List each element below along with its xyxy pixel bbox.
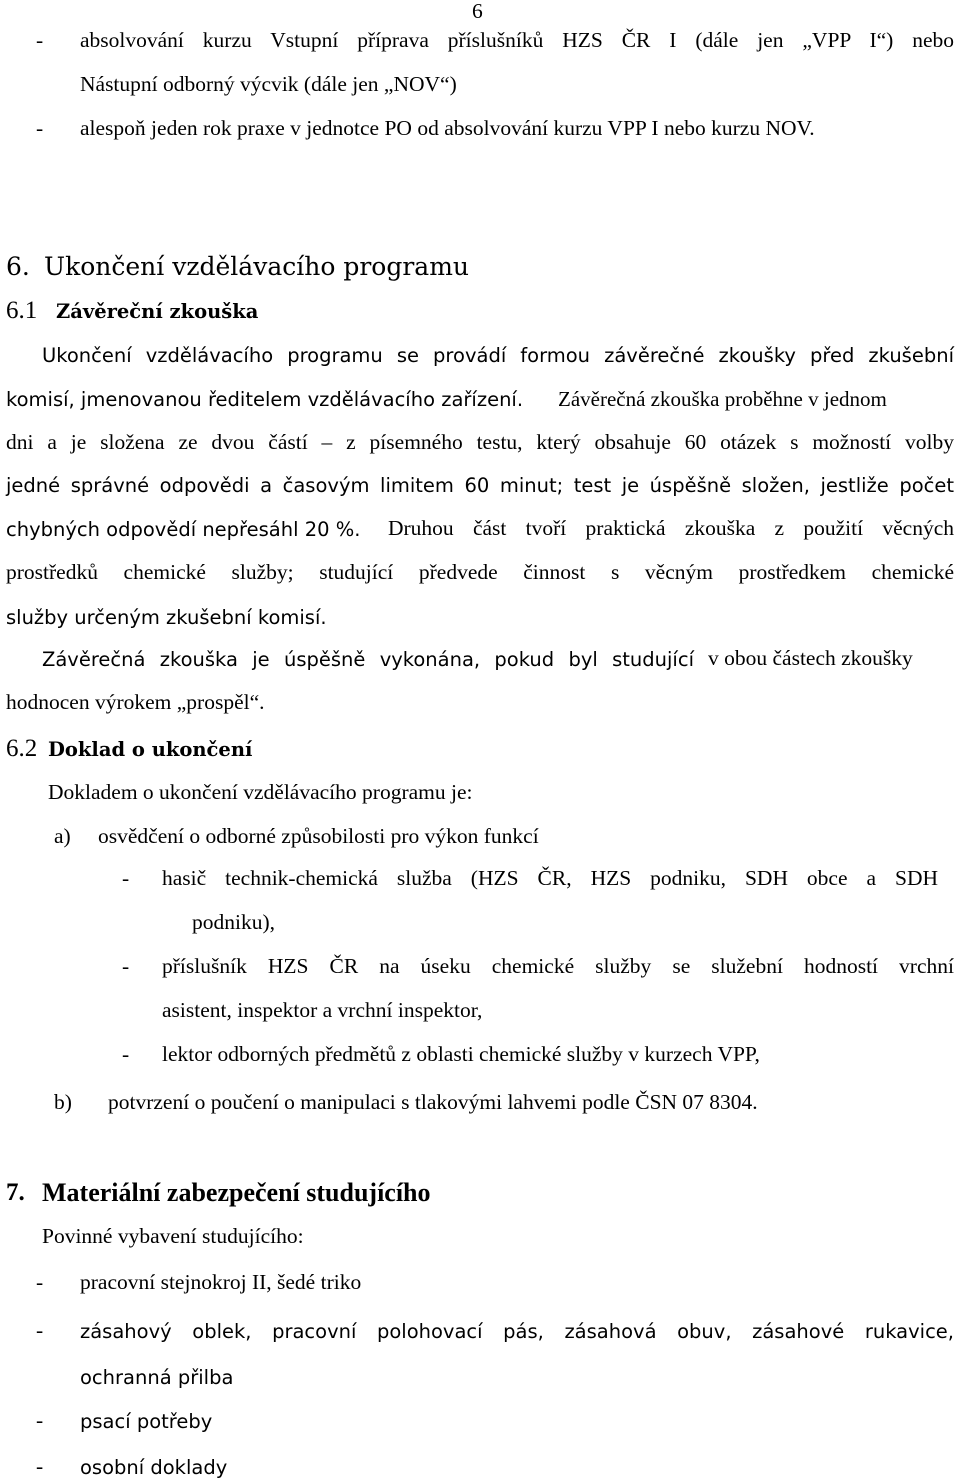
paragraph-line: Druhou část tvoří praktická zkouška z použití věcných <box>388 516 954 540</box>
paragraph-line: hodnocen výrokem „prospěl“. <box>6 690 265 714</box>
subsection-number: 6.2 <box>6 735 38 762</box>
list-item-text: pracovní stejnokroj II, šedé triko <box>80 1270 362 1294</box>
list-item-text: potvrzení o poučení o manipulaci s tlakovými lahvemi podle ČSN 07 8304. <box>108 1090 758 1114</box>
paragraph-line: Ukončení vzdělávacího programu se provádí formou závěrečné zkoušky před zkušební <box>42 344 954 367</box>
list-item-text: ochranná přilba <box>80 1366 234 1389</box>
paragraph-line: Závěrečná zkouška proběhne v jednom <box>558 387 887 411</box>
list-marker: a) <box>54 824 71 848</box>
subsection-number: 6.1 <box>6 297 38 324</box>
list-item-text: psací potřeby <box>80 1410 213 1433</box>
list-item-text: hasič technik-chemická služba (HZS ČR, HZS podniku, SDH obce a SDH <box>162 866 938 890</box>
paragraph-line: jedné správné odpovědi a časovým limitem 60 minut; test je úspěšně složen, jestliže počet <box>6 474 954 497</box>
list-item-text: asistent, inspektor a vrchní inspektor, <box>162 998 483 1022</box>
list-marker: - <box>122 954 130 978</box>
list-marker: b) <box>54 1090 72 1114</box>
list-item-text: zásahový oblek, pracovní polohovací pás, zásahová obuv, zásahové rukavice, <box>80 1320 954 1343</box>
list-item-text: absolvování kurzu Vstupní příprava příslušníků HZS ČR I (dále jen „VPP I“) nebo <box>80 28 954 52</box>
paragraph-line: prostředků chemické služby; studující předvede činnost s věcným prostředkem chemické <box>6 560 954 584</box>
subsection-title: Závěreční zkouška <box>56 300 259 323</box>
list-item-text: alespoň jeden rok praxe v jednotce PO od absolvování kurzu VPP I nebo kurzu NOV. <box>80 116 815 140</box>
list-marker: - <box>36 28 44 52</box>
paragraph-line: Závěrečná zkouška je úspěšně vykonána, pokud byl studující <box>42 648 694 671</box>
subsection-title: Doklad o ukončení <box>48 738 253 761</box>
paragraph-line: Povinné vybavení studujícího: <box>42 1224 304 1248</box>
list-marker: - <box>36 116 44 140</box>
section-number: 6. <box>6 252 30 281</box>
list-item-text: příslušník HZS ČR na úseku chemické služby se služební hodností vrchní <box>162 954 954 978</box>
paragraph-line: chybných odpovědí nepřesáhl 20 %. <box>6 518 361 541</box>
list-item-text: Nástupní odborný výcvik (dále jen „NOV“) <box>80 72 457 96</box>
section-number: 7. <box>6 1179 25 1206</box>
page-number: 6 <box>472 0 483 23</box>
section-title: Materiální zabezpečení studujícího <box>42 1178 431 1207</box>
list-marker: - <box>122 1042 130 1066</box>
paragraph-line: Dokladem o ukončení vzdělávacího programu je: <box>48 780 473 804</box>
paragraph-line: v obou částech zkoušky <box>708 646 913 670</box>
list-marker: - <box>36 1270 44 1294</box>
list-marker: - <box>36 1318 44 1342</box>
list-item-text: lektor odborných předmětů z oblasti chemické služby v kurzech VPP, <box>162 1042 760 1066</box>
list-marker: - <box>36 1454 44 1478</box>
list-item-text: osobní doklady <box>80 1456 228 1479</box>
paragraph-line: komisí, jmenovanou ředitelem vzdělávacího zařízení. <box>6 388 524 411</box>
section-title: Ukončení vzdělávacího programu <box>44 252 469 281</box>
list-item-text: podniku), <box>192 910 276 934</box>
list-marker: - <box>122 866 130 890</box>
paragraph-line: služby určeným zkušební komisí. <box>6 606 327 629</box>
paragraph-line: dni a je složena ze dvou částí – z písemného testu, který obsahuje 60 otázek s možností volby <box>6 430 954 454</box>
list-marker: - <box>36 1408 44 1432</box>
list-item-text: osvědčení o odborné způsobilosti pro výkon funkcí <box>98 824 539 848</box>
